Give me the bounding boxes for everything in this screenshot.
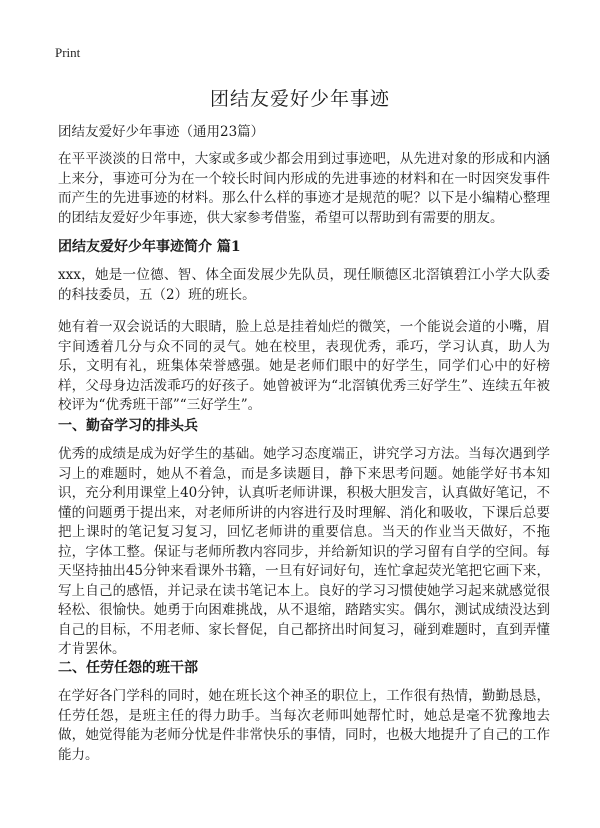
paragraph-intro-student: xxx，她是一位德、智、体全面发展少先队员，现任顺德区北滘镇碧江小学大队委的科技委员，五（2）班的班长。 [58,267,550,303]
paragraph-description: 她有着一双会说话的大眼睛，脸上总是挂着灿烂的微笑，一个能说会道的小嘴，眉宇间透着几分与众不同的灵气。她在校里，表现优秀，乖巧，学习认真，助人为乐，文明有礼，班集体荣誉感强。她是老师们眼中的好学生，同学们心中的好榜样，父母身边活泼乖巧的好孩子。她曾被评为“北滘镇优秀三好学生”、连续五年被校评为“优秀班干部”“三好学生”。 [58,319,550,413]
heading-study: 一、勤奋学习的排头兵 [58,418,198,434]
paragraph-class-leader: 在学好各门学科的同时，她在班长这个神圣的职位上，工作很有热情，勤勤恳恳，任劳任怨，是班主任的得力助手。当每次老师叫她帮忙时，她总是毫不犹豫地去做，她觉得能为老师分忧是件非常快乐的事情，同时，也极大地提升了自己的工作能力。 [58,688,550,763]
document-subtitle: 团结友爱好少年事迹（通用23篇） [58,124,265,140]
heading-class-leader: 二、任劳任怨的班干部 [58,660,198,676]
section-title: 团结友爱好少年事迹简介 篇1 [58,239,241,255]
paragraph-study: 优秀的成绩是成为好学生的基础。她学习态度端正，讲究学习方法。当每次遇到学习上的难题时，她从不着急，而是多读题目，静下来思考问题。她能学好书本知识，充分利用课堂上40分钟，认真听老师讲课，积极大胆发言，认真做好笔记，不懂的问题勇于提出来，对老师所讲的内容进行及时理解、消化和吸收，下课后总要把上课时的笔记复习复习，回忆老师讲的重要信息。当天的作业当天做好，不拖拉，字体工整。保证与老师所教内容同步，并给新知识的学习留有自学的空间。每天坚持抽出45分钟来看课外书籍，一旦有好词好句，连忙拿起荧光笔把它画下来，写上自己的感悟，并记录在读书笔记本上。良好的学习习惯使她学习起来就感觉很轻松、很愉快。她勇于向困难挑战，从不退缩，踏踏实实。偶尔，测试成绩没达到自己的目标，不用老师、家长督促，自己都挤出时间复习，碰到难题时，直到弄懂才肯罢休。 [58,446,550,657]
print-link[interactable]: Print [55,45,81,60]
intro-paragraph: 在平平淡淡的日常中，大家或多或少都会用到过事迹吧，从先进对象的形成和内涵上来分，事迹可分为在一个较长时间内形成的先进事迹的材料和在一时因突发事件而产生的先进事迹的材料。那么什么样的事迹才是规范的呢？以下是小编精心整理的团结友爱好少年事迹，供大家参考借鉴，希望可以帮助到有需要的朋友。 [58,151,550,226]
document-title: 团结友爱好少年事迹 [209,88,390,110]
